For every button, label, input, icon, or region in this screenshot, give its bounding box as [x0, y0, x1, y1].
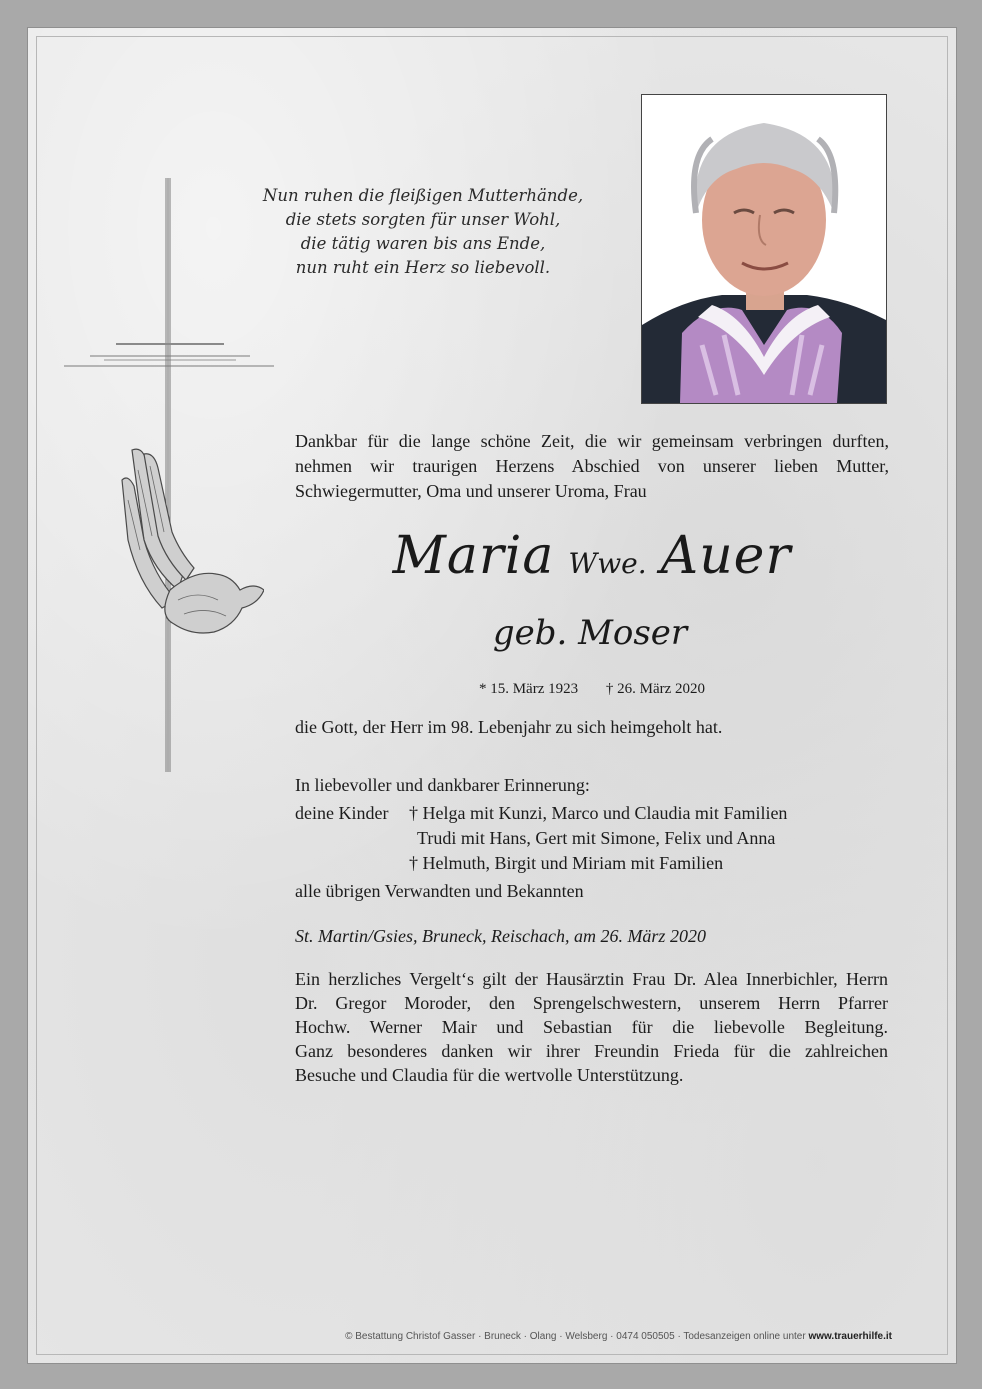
poem-line: die stets sorgten für unser Wohl, [285, 210, 561, 229]
portrait-photo [641, 94, 887, 404]
poem [243, 184, 603, 280]
obituary-line: die Gott, der Herr im 98. Lebenjahr zu sich heimgeholt hat. [295, 717, 723, 737]
thanks-line: Dr. Gregor Moroder, den Sprengelschwestern, unserem Herrn Pfarrer [295, 993, 888, 1013]
life-dates [295, 681, 889, 698]
intro-line: nehmen wir traurigen Herzens Abschied von unserer lieben Mutter, [295, 456, 889, 476]
poem-line: die tätig waren bis ans Ende, [300, 234, 546, 253]
intro-line: Schwiegermutter, Oma und unserer Uroma, Frau [295, 481, 647, 501]
death-date: † 26. März 2020 [605, 681, 706, 697]
thanks-line: Ein herzliches Vergelt‘s gilt der Hausärztin Frau Dr. Alea Innerbichler, Herrn [295, 969, 888, 989]
birth-date: * 15. März 1923 [478, 681, 579, 697]
footer-website-link[interactable]: www.trauerhilfe.it [808, 1331, 892, 1342]
birth-name: geb. Moser [492, 613, 688, 653]
praying-hands-icon [114, 440, 264, 650]
deceased-name [295, 526, 889, 586]
first-name: Maria [392, 526, 555, 586]
poem-line: nun ruht ein Herz so liebevoll. [295, 258, 551, 277]
thanks-line: Besuche und Claudia für die wertvolle Unterstützung. [295, 1065, 684, 1085]
footer-text: © Bestattung Christof Gasser · Bruneck · Olang · Welsberg · 0474 050505 · Todesanzeigen online unter [345, 1331, 809, 1342]
relatives-line: alle übrigen Verwandten und Bekannten [295, 881, 584, 901]
place-date: St. Martin/Gsies, Bruneck, Reischach, am 26. März 2020 [295, 926, 706, 946]
children-line: † Helga mit Kunzi, Marco und Claudia mit Familien [409, 803, 788, 823]
intro-line: Dankbar für die lange schöne Zeit, die wir gemeinsam verbringen durften, [295, 431, 889, 451]
poem-line: Nun ruhen die fleißigen Mutterhände, [262, 186, 584, 205]
thanks-line: Hochw. Werner Mair und Sebastian für die liebevolle Begleitung. [295, 1017, 888, 1037]
portrait-image [642, 95, 886, 403]
thanks-line: Ganz besonderes danken wir ihrer Freundin Frieda für die zahlreichen [295, 1041, 888, 1061]
intro-text [295, 429, 889, 504]
widow-title: Wwe. [568, 547, 647, 580]
obituary-card [27, 27, 957, 1364]
children-line: Trudi mit Hans, Gert mit Simone, Felix und Anna [417, 828, 776, 848]
memory-heading: In liebevoller und dankbarer Erinnerung: [295, 775, 590, 795]
children-list [409, 801, 787, 876]
children-line: † Helmuth, Birgit und Miriam mit Familien [409, 853, 724, 873]
last-name: Auer [660, 526, 792, 586]
children-label: deine Kinder [295, 803, 389, 823]
footer-credits [228, 1331, 892, 1342]
thanks-text [295, 967, 888, 1087]
